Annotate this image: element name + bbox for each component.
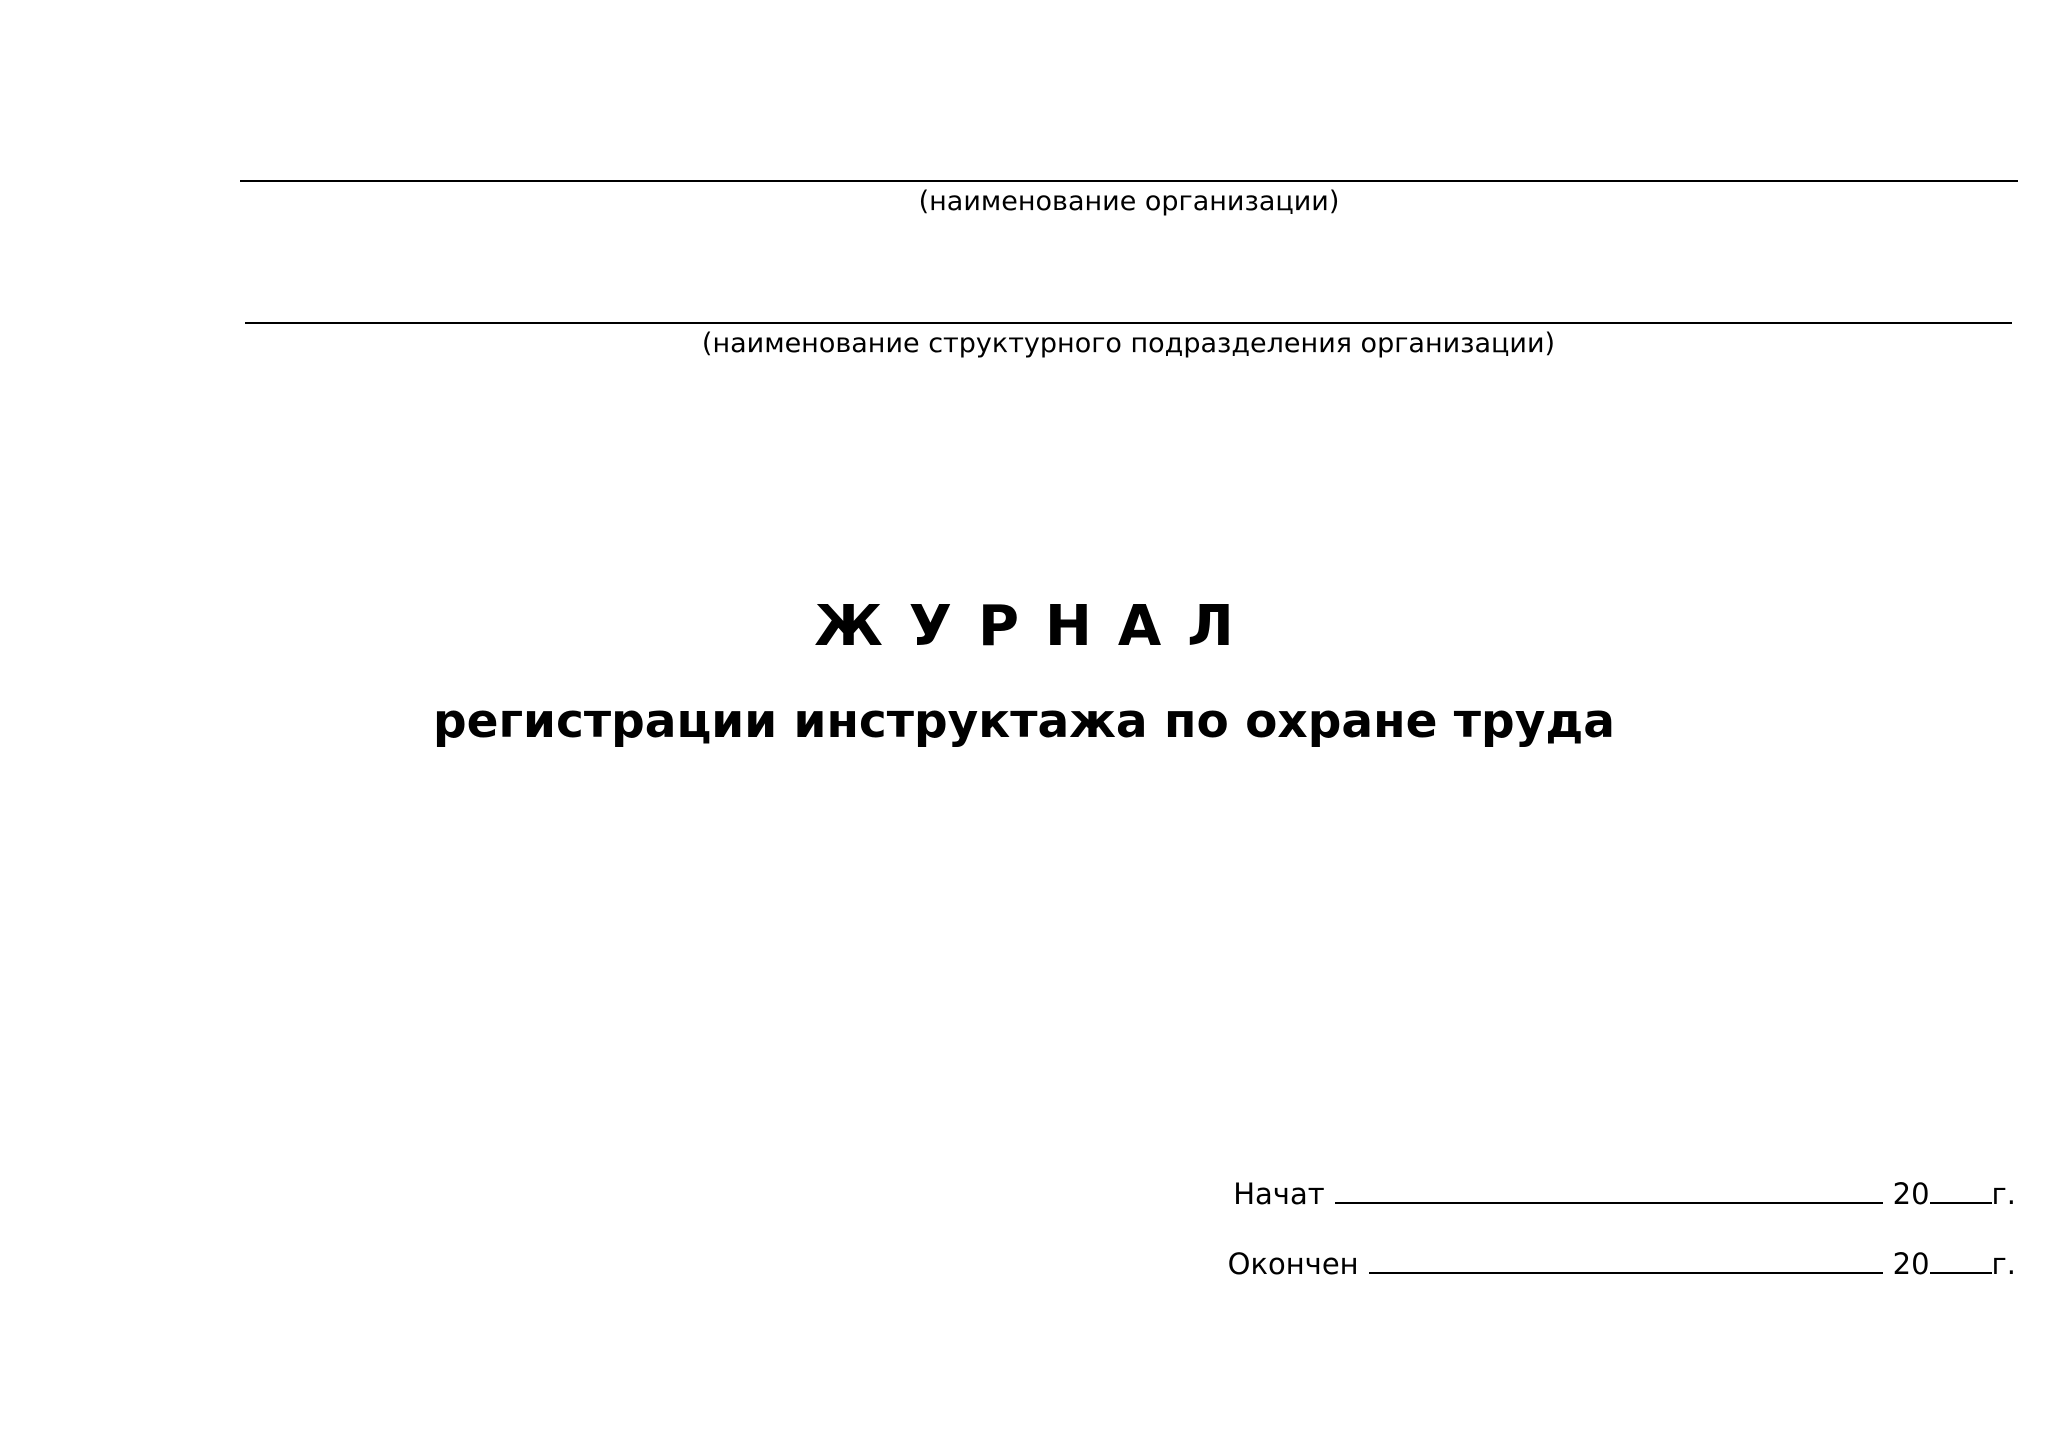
journal-subtitle: регистрации инструктажа по охране труда bbox=[432, 694, 1616, 749]
finished-date-blank bbox=[1369, 1248, 1883, 1274]
finished-year-suffix: г. bbox=[1991, 1247, 2016, 1281]
started-year-prefix: 20 bbox=[1892, 1177, 1930, 1211]
department-name-caption: (наименование структурного подразделения организации) bbox=[701, 328, 1556, 359]
department-name-line bbox=[245, 322, 2012, 324]
finished-date-line bbox=[1228, 1246, 2016, 1282]
organization-name-line bbox=[240, 180, 2018, 182]
started-label: Начат bbox=[1233, 1177, 1325, 1211]
started-year-blank bbox=[1930, 1178, 1992, 1204]
started-date-blank bbox=[1335, 1178, 1883, 1204]
finished-year-blank bbox=[1930, 1248, 1992, 1274]
started-year-suffix: г. bbox=[1991, 1177, 2016, 1211]
finished-label: Окончен bbox=[1227, 1247, 1359, 1281]
organization-name-caption: (наименование организации) bbox=[918, 186, 1340, 217]
finished-year-prefix: 20 bbox=[1892, 1247, 1930, 1281]
journal-title: ЖУРНАЛ bbox=[814, 594, 1260, 659]
started-date-line bbox=[1233, 1176, 2016, 1212]
